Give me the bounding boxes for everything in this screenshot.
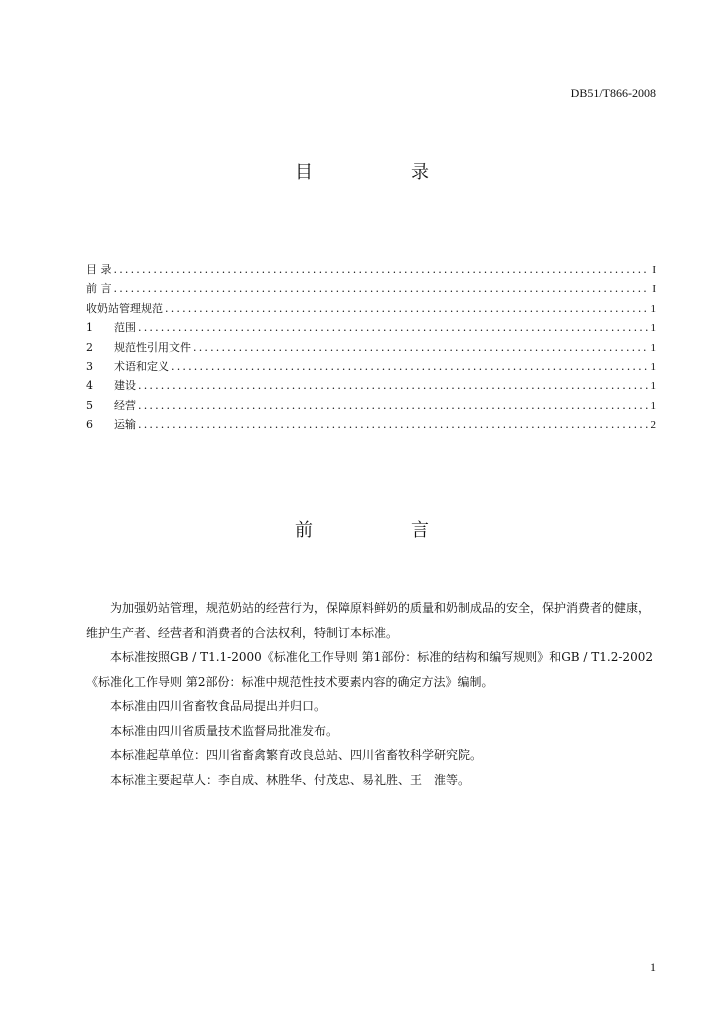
foreword-paragraph: 本标准主要起草人：李自成、林胜华、付茂忠、易礼胜、王 淮等。: [110, 772, 471, 787]
toc-entry-page: 1: [650, 302, 656, 315]
toc-entry[interactable]: [86, 338, 656, 357]
toc-leader-dots: [138, 376, 649, 395]
toc-leader-dots: [193, 338, 649, 357]
toc-entry[interactable]: [86, 299, 656, 318]
toc-entry[interactable]: [86, 260, 656, 279]
foreword-paragraph: 本标准起草单位：四川省畜禽繁育改良总站、四川省畜牧科学研究院。: [110, 748, 483, 762]
toc-entry-page: 1: [650, 360, 656, 373]
toc-leader-dots: [138, 318, 649, 337]
toc-entry-page: 2: [650, 419, 656, 432]
toc-entry-label: 建设: [114, 379, 136, 393]
toc-entry-label: 收奶站管理规范: [86, 301, 163, 315]
toc-leader-dots: [114, 260, 651, 279]
toc-entry[interactable]: [86, 415, 656, 434]
toc-entry-number: 5: [86, 398, 93, 412]
toc-leader-dots: [165, 299, 649, 318]
toc-entry-label: 运输: [114, 418, 136, 432]
standard-code: DB51/T866-2008: [570, 86, 656, 100]
foreword-paragraph: 本标准由四川省质量技术监督局批准发布。: [110, 723, 339, 738]
toc-leader-dots: [114, 279, 651, 298]
toc-leader-dots: [138, 396, 649, 415]
toc-entry[interactable]: [86, 357, 656, 376]
toc-entry[interactable]: [86, 279, 656, 298]
toc-entry-number: 2: [86, 340, 93, 354]
toc-leader-dots: [138, 415, 649, 434]
toc-entry-number: 4: [86, 379, 93, 393]
foreword-body: [86, 596, 656, 792]
table-of-contents: [86, 260, 656, 435]
toc-leader-dots: [171, 357, 649, 376]
foreword-paragraph: 本标准按照GB / T1.1-2000《标准化工作导则 第1部份：标准的结构和编写规则》和GB / T1.2-2002《标准化工作导则 第2部份：标准中规范性技术要素内容的确定方法》编制。: [86, 650, 653, 689]
toc-entry-label: 经营: [114, 398, 136, 412]
toc-entry-number: 6: [86, 418, 93, 432]
toc-entry-page: 1: [650, 380, 656, 393]
toc-entry-page: 1: [650, 341, 656, 354]
toc-entry-page: I: [652, 283, 656, 296]
foreword-title: 前 言: [295, 520, 469, 541]
toc-entry-label: 目 录: [86, 263, 112, 276]
foreword-paragraph: 为加强奶站管理，规范奶站的经营行为，保障原料鲜奶的质量和奶制成品的安全，保护消费者的健康，维护生产者、经营者和消费者的合法权利，特制订本标准。: [86, 601, 651, 640]
toc-entry-page: 1: [650, 322, 656, 335]
toc-entry-label: 术语和定义: [114, 359, 169, 373]
foreword-paragraph: 本标准由四川省畜牧食品局提出并归口。: [110, 699, 327, 713]
toc-title: 目 录: [295, 162, 469, 183]
toc-entry-number: 1: [86, 321, 93, 335]
toc-entry[interactable]: [86, 376, 656, 395]
toc-entry[interactable]: [86, 396, 656, 415]
page-number: 1: [650, 960, 656, 974]
toc-entry-label: 范围: [114, 321, 136, 335]
toc-entry-label: 规范性引用文件: [114, 340, 191, 354]
toc-entry-page: 1: [650, 399, 656, 412]
toc-entry[interactable]: [86, 318, 656, 337]
toc-entry-page: I: [652, 264, 656, 276]
toc-entry-number: 3: [86, 359, 93, 373]
toc-entry-label: 前 言: [86, 282, 112, 296]
